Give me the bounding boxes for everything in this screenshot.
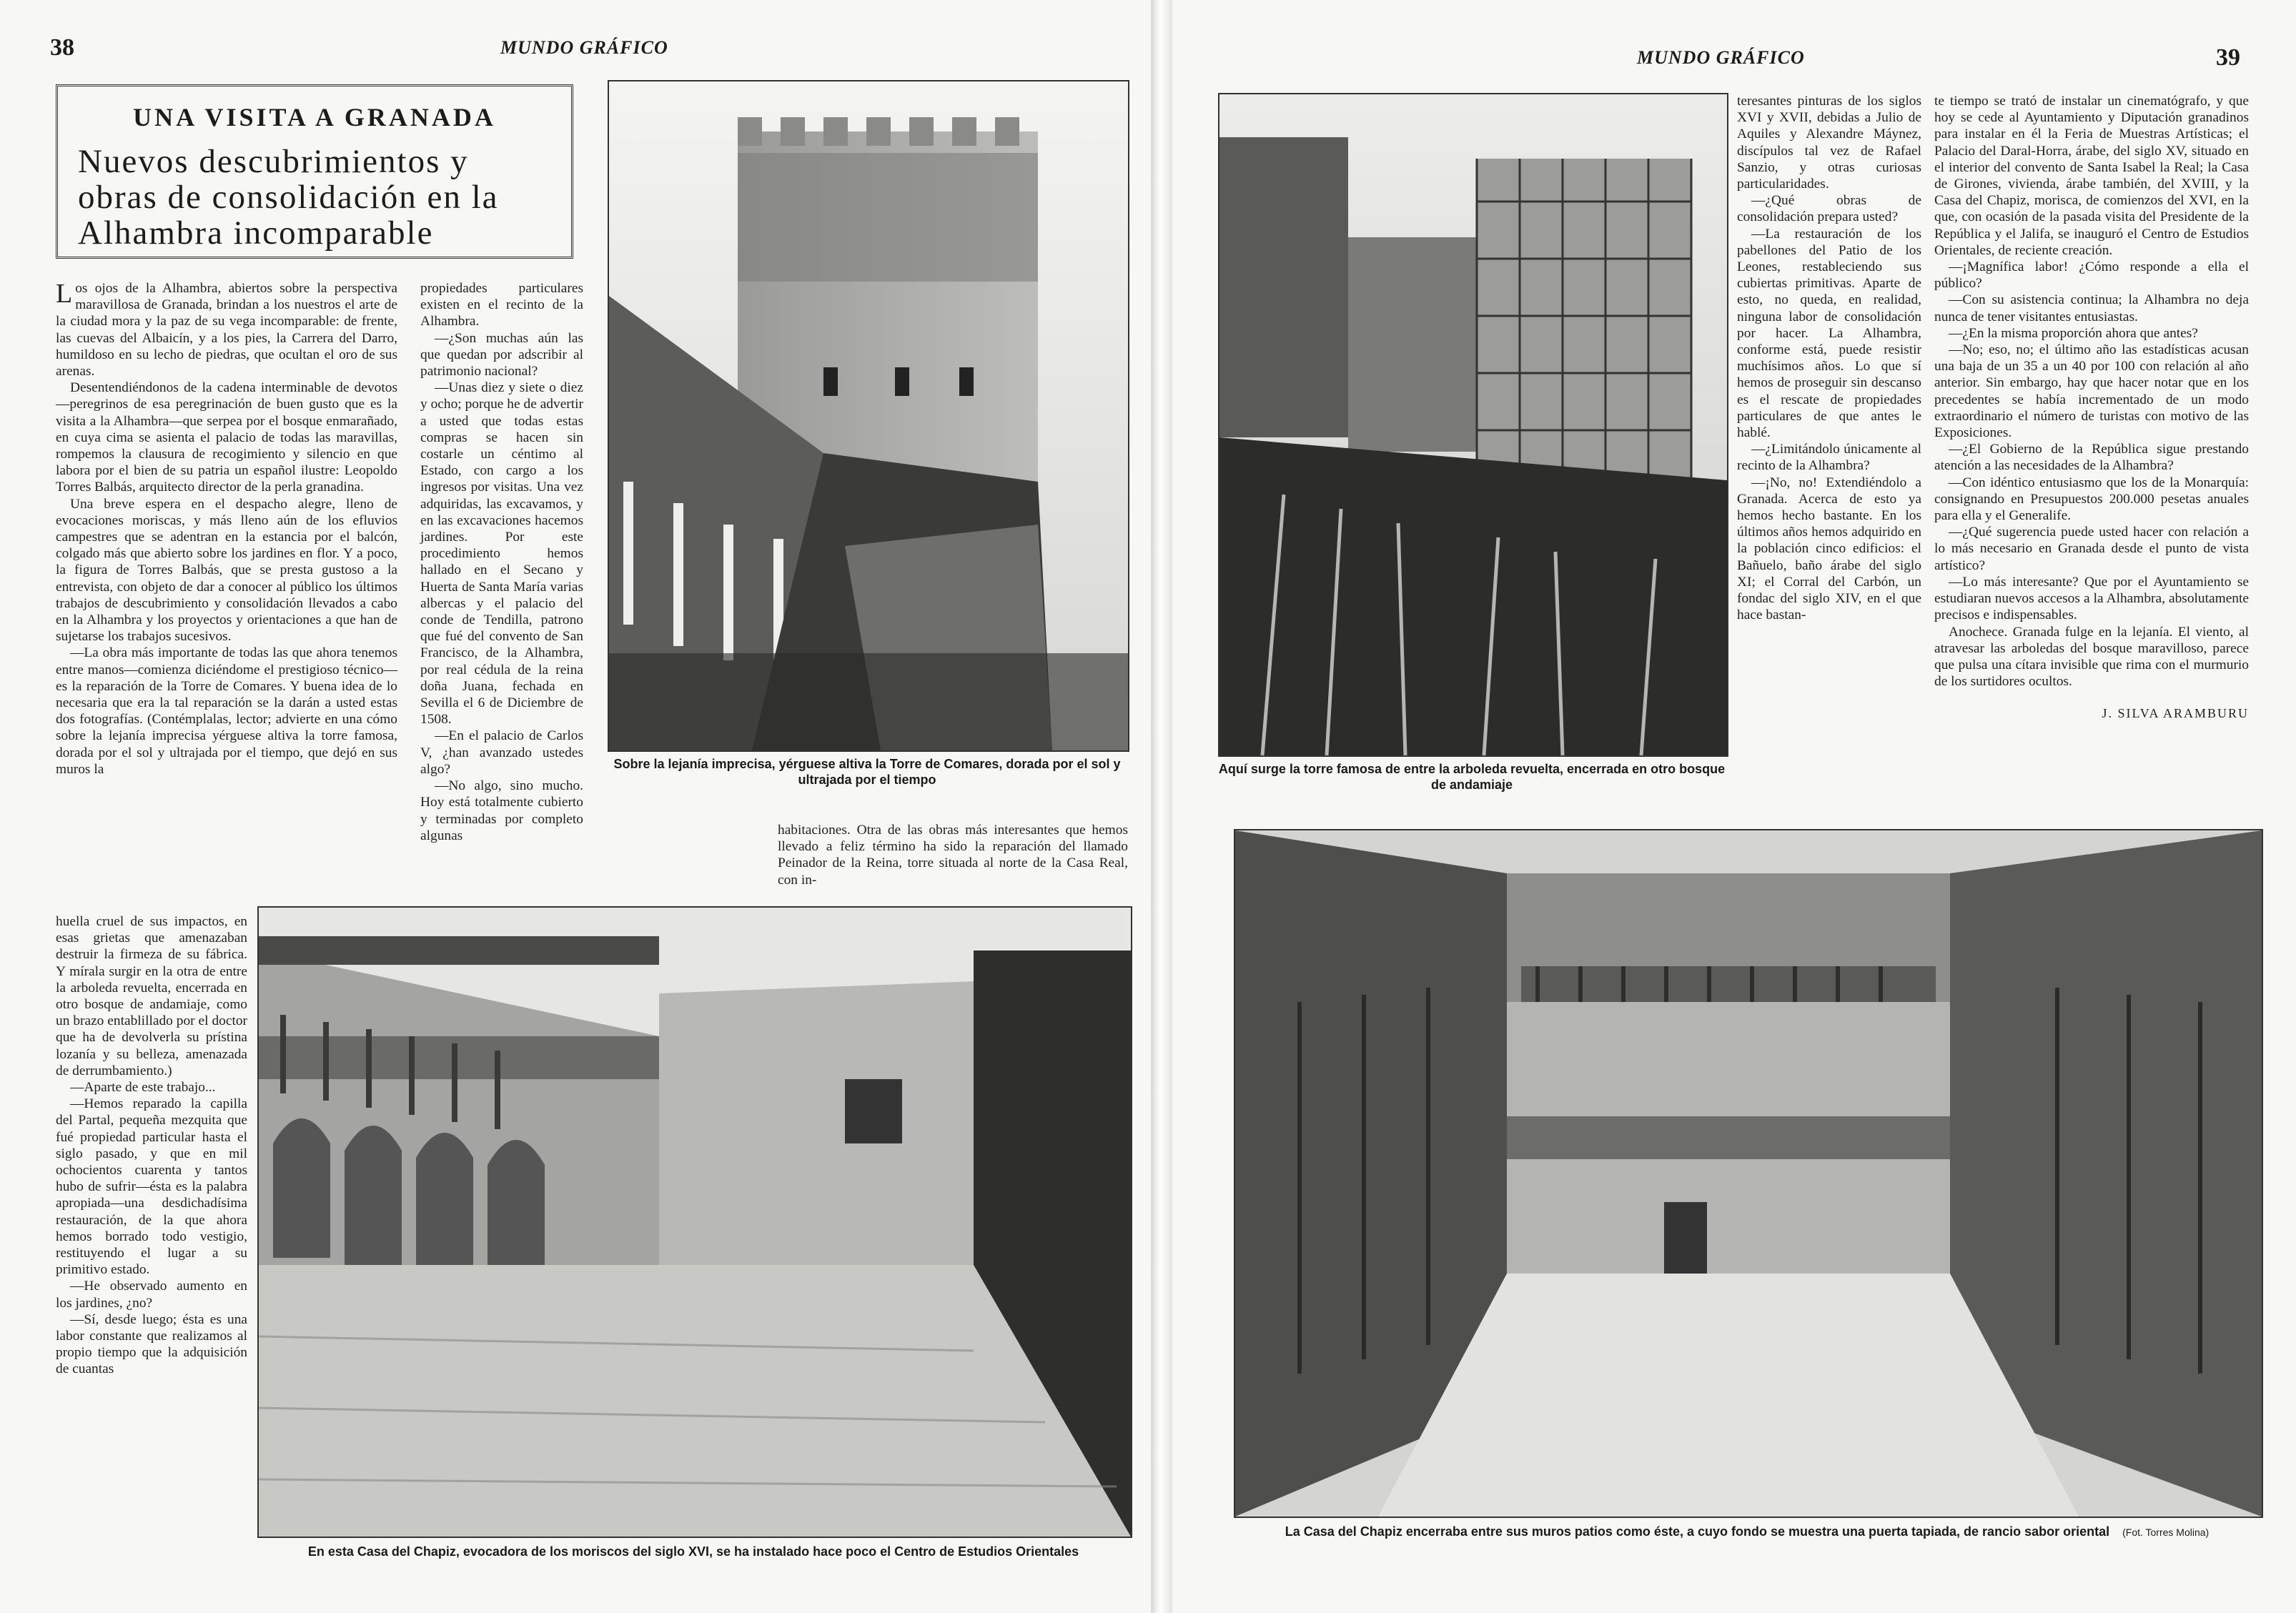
title-box <box>56 84 573 259</box>
colr2-para-8: —¿Qué sugerencia puede usted hacer con relación a lo más necesario en Granada desde el punto de vista artístico? <box>1934 525 2249 573</box>
photo-torre-comares <box>608 80 1129 752</box>
col2-para-1: propiedades particulares existen en el recinto de la Alhambra. <box>420 281 583 329</box>
text-column-r1 <box>1737 93 1921 811</box>
col3-para-1: habitaciones. Otra de las obras más interesantes que hemos llevado a feliz término ha sido la reparación del llamado Peinador de la Reina, torre situada al norte de la Casa Real, con in- <box>778 823 1128 888</box>
magazine-title-right: MUNDO GRÁFICO <box>1637 47 1805 68</box>
colr2-para-2: —¡Magnífica labor! ¿Cómo responde a ella el público? <box>1934 259 2249 292</box>
author-signature: J. SILVA ARAMBURU <box>2102 706 2249 721</box>
col1-para-4: —La obra más importante de todas las que ahora tenemos entre manos—comienza diciéndome el prestigioso técnico—es la reparación de la Torre de Comares. Y buena idea de lo necesaria que era la tal reparación se la darán a usted estas dos fotografías. (Contémplalas, lector; advierte en una cómo sobre la lejanía imprecisa yérguese altiva la torre famosa, dorada por el sol y ultrajada por el tiempo, que dejó en sus muros la <box>56 645 397 777</box>
page-number-right: 39 <box>2216 44 2240 71</box>
caption-top-right: Aquí surge la torre famosa de entre la arboleda revuelta, encerrada en otro bosque de andamiaje <box>1218 762 1726 792</box>
article-kicker: UNA VISITA A GRANADA <box>133 103 496 131</box>
colr2-para-4: —¿En la misma proporción ahora que antes? <box>1949 325 2198 341</box>
col1b-para-4: —He observado aumento en los jardines, ¿no? <box>56 1279 247 1311</box>
photo-casa-chapiz-left <box>257 906 1132 1538</box>
magazine-title-left: MUNDO GRÁFICO <box>500 37 668 58</box>
text-column-1 <box>56 280 397 909</box>
col1b-para-1: huella cruel de sus impactos, en esas grietas que amenazaban destruir la firmeza de su fábrica. Y mírala surgir en la otra de entre la arboleda revuelta, encerrada en otro bosque de andamiaje, como un brazo entablillado por el doctor que ha de devolverla su prístina lozanía y su belleza, amenazada de derrumbamiento.) <box>56 914 247 1078</box>
colr2-para-7: —Con idéntico entusiasmo que los de la Monarquía: consignando en Presupuestos 200.000 pesetas anuales para ella y el Generalife. <box>1934 475 2249 524</box>
caption-top-left: Sobre la lejanía imprecisa, yérguese altiva la Torre de Comares, dorada por el sol y ultrajada por el tiempo <box>613 757 1121 787</box>
caption-bottom-left: En esta Casa del Chapiz, evocadora de los moriscos del siglo XVI, se ha instalado hace poco el Centro de Estudios Orientales <box>307 1544 1079 1559</box>
right-page <box>1172 0 2296 1613</box>
caption-bottom-right-text: La Casa del Chapiz encerraba entre sus muros patios como éste, a cuyo fondo se muestra una puerta tapiada, de rancio sabor oriental <box>1285 1524 2110 1539</box>
page-gutter <box>1151 0 1172 1613</box>
col1-para-3: Una breve espera en el despacho alegre, lleno de evocaciones moriscas, y más lleno aún de los efluvios campestres que se adentran en la estancia por el balcón, colgado más que abierto sobre los jardines en flor. Y a poco, la figura de Torres Balbás, que se presta gustoso a la entrevista, con objeto de dar a conocer al público los últimos trabajos de descubrimiento y consolidación llevados a cabo en la Alhambra y los proyectos y orientaciones a que han de sujetarse los trabajos sucesivos. <box>56 496 397 645</box>
col2-para-3: —Unas diez y siete o diez y ocho; porque he de advertir a usted que todas estas compras se hacen sin costarle un céntimo al Estado, con cargo a los ingresos por visitas. Una vez adquiridas, las excavamos, y en las excavaciones hacemos jardines. Por este procedimiento hemos hallado en el Secano y Huerta de Santa María varias albercas y el palacio del conde de Tendilla, patrono que fué del convento de San Francisco, de la Alhambra, por real cédula de la reina doña Juana, fechada en Sevilla el 6 de Diciembre de 1508. <box>420 380 583 728</box>
colr2-para-3: —Con su asistencia continua; la Alhambra no deja nunca de tener visitantes entusiastas. <box>1934 292 2249 324</box>
col1-para-2: Desentendiéndonos de la cadena interminable de devotos—peregrinos de esa peregrinación de buen gusto que es la visita a la Alhambra—que serpea por el bosque enmarañado, en cuya cima se asienta el palacio de todas las maravillas, rompemos la clausura de recogimiento y silencio en que labora por el bien de su patria un español ilustre: Leopoldo Torres Balbás, arquitecto director de la perla granadina. <box>56 380 397 495</box>
colr1-para-2: —¿Qué obras de consolidación prepara usted? <box>1737 193 1921 225</box>
colr2-para-6: —¿El Gobierno de la República sigue prestando atención a las necesidades de la Alhambra? <box>1934 442 2249 474</box>
col2-para-2: —¿Son muchas aún las que quedan por adscribir al patrimonio nacional? <box>420 330 583 379</box>
text-column-3 <box>778 822 1128 888</box>
col1-para-1: Los ojos de la Alhambra, abiertos sobre la perspectiva maravillosa de Granada, brindan a los nuestros el arte de la ciudad mora y la paz de su vega incomparable: de frente, las cuevas del Albaicín, y a los pies, la Carrera del Darro, humildoso en su lecho de piedras, que ocultan el oro de sus arenas. <box>56 279 397 379</box>
colr2-para-9: —Lo más interesante? Que por el Ayuntamiento se estudiaran nuevos accesos a la Alhambra, absolutamente precisos e indispensables. <box>1934 574 2249 623</box>
colr1-para-3: —La restauración de los pabellones del Patio de los Leones, restableciendo sus cubiertas primitivas. Aparte de esto, no queda, en realidad, ninguna labor de consolidación por hacer. La Alhambra, conforme está, puede resistir muchísimos años. Lo que sí hemos de proseguir sin descanso es el rescate de propiedades particulares de que antes le hablé. <box>1737 226 1921 441</box>
photo-torre-andamiaje <box>1218 93 1728 757</box>
colr1-para-1: teresantes pinturas de los siglos XVI y XVII, debidas a Julio de Aquiles y Alexandre Máynez, discípulos tal vez de Rafael Sanzio, y otras curiosas particularidades. <box>1737 94 1921 192</box>
col1b-para-3: —Hemos reparado la capilla del Partal, pequeña mezquita que fué propiedad particular hasta el siglo pasado, y que en mil ochocientos cuarenta y tantos hubo de sufrir—ésta es la palabra apropiada—una desdichadísima restauración, de la que ahora hemos borrado todo vestigio, restituyendo el lugar a su primitivo estado. <box>56 1096 247 1278</box>
caption-bottom-right <box>1234 1524 2260 1540</box>
text-column-r2 <box>1934 93 2249 811</box>
photo-credit: (Fot. Torres Molina) <box>2122 1527 2210 1538</box>
photo-casa-chapiz-right <box>1234 829 2263 1518</box>
col2-para-5: —No algo, sino mucho. Hoy está totalmente cubierto y terminadas por completo algunas <box>420 778 583 843</box>
page-number-left: 38 <box>50 34 74 61</box>
text-column-1b <box>56 913 247 1599</box>
colr2-para-10: Anochece. Granada fulge en la lejanía. El viento, al atravesar las arboledas del bosque maravilloso, parece que pulsa una cítara invisible que rima con el murmurio de los surtidores ocultos. <box>1934 624 2249 690</box>
article-headline: Nuevos descubrimientos y obras de consolidación en la Alhambra incomparable <box>78 143 499 252</box>
col1b-para-5: —Sí, desde luego; ésta es una labor constante que realizamos al propio tiempo que la adquisición de cuantas <box>56 1311 247 1377</box>
text-column-2 <box>420 280 583 866</box>
colr2-para-5: —No; eso, no; el último año las estadísticas acusan una baja de un 35 a un 40 por 100 con relación al año anterior. Sin embargo, hay que hacer notar que en los precedentes se había incrementado de un modo extraordinario el número de turistas con motivo de las Exposiciones. <box>1934 342 2249 441</box>
col1b-para-2: —Aparte de este trabajo... <box>70 1080 216 1096</box>
col2-para-4: —En el palacio de Carlos V, ¿han avanzado ustedes algo? <box>420 728 583 777</box>
colr2-para-1: te tiempo se trató de instalar un cinematógrafo, y que hoy se cede al Ayuntamiento y Diputación granadinos para instalar en él la Feria de Muestras Artísticas; el Palacio del Daral-Horra, árabe, del siglo XV, situado en el interior del convento de Santa Isabel la Real; la Casa de Girones, vivienda, árabe también, del XVIII, y la Casa del Chapiz, morisca, de comienzos del XVI, en la que, con ocasión de la pasada visita del Presidente de la República y el Jalifa, se inauguró el Centro de Estudios Orientales, de reciente creación. <box>1934 94 2249 258</box>
colr1-para-4: —¿Limitándolo únicamente al recinto de la Alhambra? <box>1737 442 1921 474</box>
colr1-para-5: —¡No, no! Extendiéndolo a Granada. Acerca de esto ya hemos hecho bastante. En los últimos años hemos adquirido en la población cinco edificios: el Bañuelo, baño árabe del siglo XI; el Corral del Carbón, un fondac del siglo XIV, en el que hace bastan- <box>1737 475 1921 623</box>
